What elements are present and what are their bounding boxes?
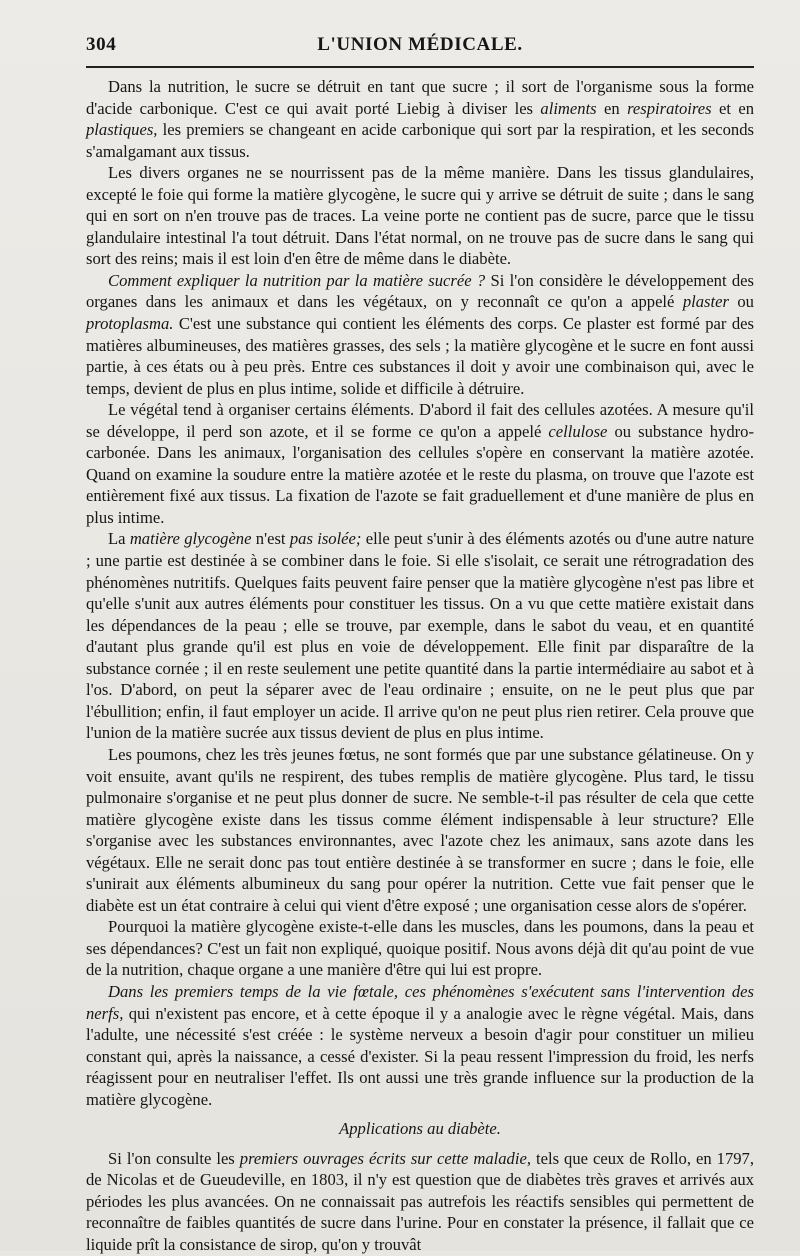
paragraph: La matière glycogène n'est pas isolée; elle peut s'unir à des éléments azotés ou d'une autre nature ; une partie est destinée à se combiner dans le foie. Si elle s'isolait, ce serait une rétrogradation des phénomènes nutritifs. Quelques faits peuvent faire penser que la matière glycogène n'est pas libre et qu'elle s'unit aux autres éléments pour constituer les tissus. On a vu que cette matière existait dans les dépendances de la peau ; elle se trouve, par exemple, dans le sabot du veau, et en quantité d'autant plus grande qu'il est plus en voie de développement. Elle finit par disparaître de la substance cornée ; il en reste seulement une petite quantité dans la partie intermédiaire au sabot et à l'os. D'abord, on peut la séparer avec de l'eau ordinaire ; ensuite, on ne le peut plus que par l'ébullition; enfin, il faut employer un acide. Il arrive qu'on ne peut plus rien retirer. Cela prouve que l'union de la matière sucrée aux tissus devient de plus en plus intime. (86, 529, 755, 743)
running-title: L'UNION MÉDICALE. (317, 34, 523, 55)
paragraph: Si l'on consulte les premiers ouvrages écrits sur cette maladie, tels que ceux de Rollo, en 1797, de Nicolas et de Gueudeville, en 1803, il n'y est question que de diabètes très graves et arrivés aux périodes les plus avancées. On ne connaissait pas autrefois les réactifs sensibles qui permettent de reconnaître de faibles quantités de sucre dans l'urine. Pour en constater la présence, il fallait que ce liquide prît la consistance de sirop, qu'on y trouvât (86, 1148, 754, 1254)
paragraph: Le végétal tend à organiser certains éléments. D'abord il fait des cellules azotées. A mesure qu'il se développe, il perd son azote, et il se forme ce qu'on a appelé cellulose ou substance hydro-carbonée. Dans les animaux, l'organisation des cellules s'opère en conservant la matière azotée. Quand on examine la soudure entre la matière azotée et le reste du plasma, on trouve que l'azote est entièrement fixé aux tissus. La fixation de l'azote se fait graduellement et d'une manière de plus en plus intime. (86, 400, 754, 527)
paragraph: Comment expliquer la nutrition par la matière sucrée ? Si l'on considère le développement des organes dans les animaux et dans les végétaux, on y reconnaît ce qu'on a appelé plaster ou protoplasma. C'est une substance qui contient les éléments des corps. Ce plaster est formé par des matières albumineuses, des matières grasses, des sels ; la matière glycogène et le sucre en font aussi partie, à ces états ou à peu près. Entre ces substances il doit y avoir une combinaison qui, avec le temps, devient de plus en plus intime, solide et difficile à détruire. (86, 270, 755, 398)
paragraph: Les poumons, chez les très jeunes fœtus, ne sont formés que par une substance gélatineuse. On y voit ensuite, avant qu'ils ne respirent, des tubes remplis de matière glycogène. Plus tard, le tissu pulmonaire s'organise et ne peut plus donner de sucre. Ne semble-t-il pas résulter de cela que cette matière glycogène existe dans les tissus comme élément indispensable à leur structure? Elle s'organise avec les substances environnantes, avec l'azote chez les animaux, sans azote dans les végétaux. Elle ne serait donc pas tout entière destinée à se transformer en sucre ; dans le foie, elle s'unirait aux éléments albumineux du sang pour opérer la nutrition. Cette vue fait penser que le diabète est un état contraire à celui qui vient d'être exposé ; une organisation cesse alors de s'opérer. (86, 744, 754, 915)
paragraph: Pourquoi la matière glycogène existe-t-elle dans les muscles, dans les poumons, dans la peau et ses dépendances? C'est un fait non expliqué, quoique positif. Nous avons déjà dit qu'au point de vue de la nutrition, chaque organe a une manière d'être qui lui est propre. (86, 917, 754, 980)
paragraph: Les divers organes ne se nourrissent pas de la même manière. Dans les tissus glandulaires, excepté le foie qui forme la matière glycogène, le sucre qui y arrive se détruit de suite ; dans le sang qui en sort on n'en trouve pas de traces. La veine porte ne contient pas de sucre, parce que le tissu glandulaire intestinal l'a tout détruit. Dans l'état normal, on ne trouve pas de sucre dans le sang qui sort des reins; mais il est loin d'en être de même dans le diabète. (86, 163, 754, 269)
page-number: 304 (86, 34, 117, 55)
body-text (86, 76, 754, 1256)
section-title: Applications au diabète. (339, 1119, 501, 1139)
paragraph: Dans la nutrition, le sucre se détruit en tant que sucre ; il sort de l'organisme sous la forme d'acide carbonique. C'est ce qui avait porté Liebig à diviser les aliments en respiratoires et en plastiques, les premiers se changeant en acide carbonique qui sort par la respiration, et les seconds s'amalgamant aux tissus. (86, 77, 754, 161)
paragraph: Dans les premiers temps de la vie fœtale, ces phénomènes s'exécutent sans l'intervention des nerfs, qui n'existent pas encore, et à cette époque il y a analogie avec le règne végétal. Mais, dans l'adulte, une nécessité s'est créée : le système nerveux a besoin d'agir pour constituer un milieu constant qui, après la naissance, a cessé d'exister. Si la peau ressent l'impression du froid, les nerfs réagissent pour en neutraliser l'effet. Ils ont aussi une très grande influence sur la production de la matière glycogène. (86, 981, 754, 1109)
header-rule (86, 66, 754, 68)
page-header (86, 34, 754, 58)
